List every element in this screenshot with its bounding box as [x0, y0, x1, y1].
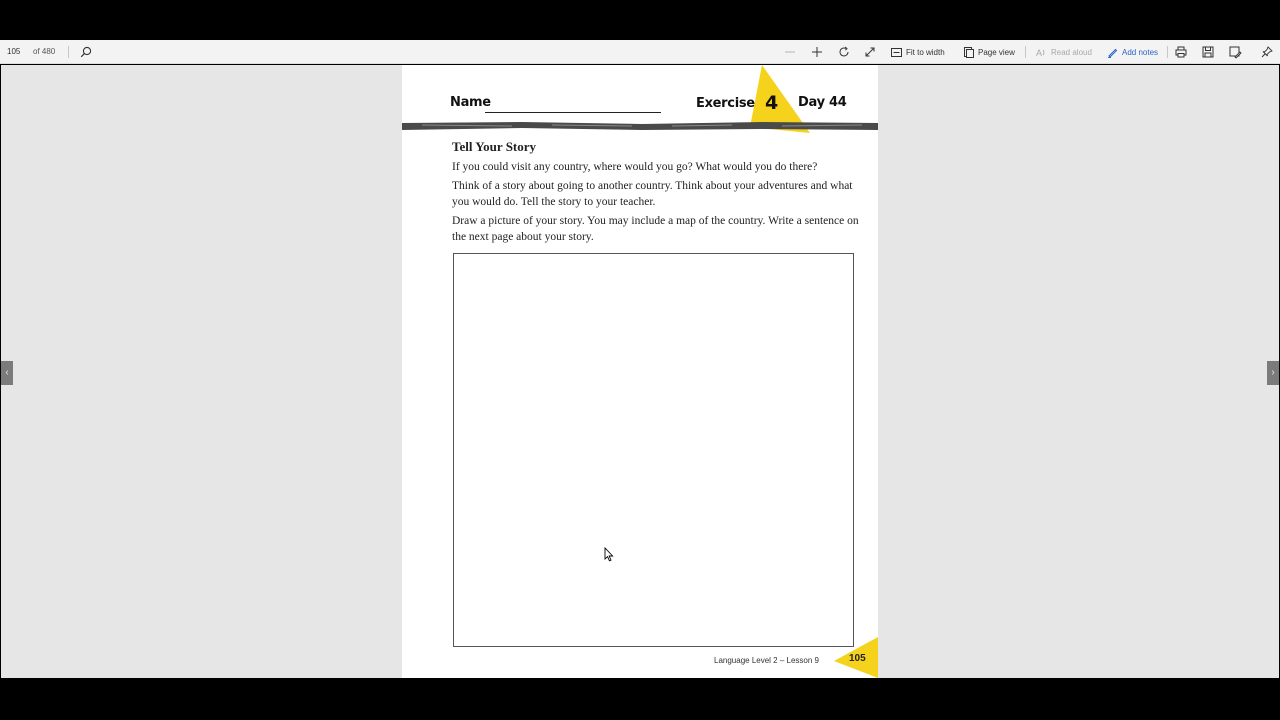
pdf-toolbar: [0, 40, 1280, 64]
add-notes-button[interactable]: [1107, 40, 1158, 64]
fit-to-width-button[interactable]: [891, 40, 945, 64]
read-aloud-label: Read aloud: [1051, 47, 1092, 57]
rotate-icon[interactable]: [837, 45, 851, 59]
drawing-area[interactable]: [453, 253, 854, 647]
pen-icon: [1107, 47, 1118, 58]
exercise-number: 4: [765, 92, 778, 114]
instruction-paragraph: Draw a picture of your story. You may include a map of the country. Write a sentence on the next page about your story.: [452, 215, 859, 243]
page-view-icon: [963, 47, 974, 58]
footer-lesson-text: Language Level 2 – Lesson 9: [714, 656, 819, 665]
instruction-paragraph: Think of a story about going to another country. Think about your adventures and what you would do. Tell the story to your teacher.: [452, 180, 853, 208]
save-icon[interactable]: [1201, 45, 1215, 59]
read-aloud-icon: [1036, 47, 1047, 58]
previous-page-arrow-icon[interactable]: ‹: [1, 361, 13, 385]
header-brush-stroke: [402, 121, 878, 131]
save-as-icon[interactable]: [1228, 45, 1242, 59]
day-label: Day 44: [798, 95, 847, 110]
printer-icon[interactable]: [1174, 45, 1188, 59]
toolbar-divider: [1025, 46, 1026, 58]
plus-icon[interactable]: [810, 45, 824, 59]
instruction-paragraph: If you could visit any country, where would you go? What would you do there?: [452, 161, 818, 173]
page-number-input[interactable]: 105: [7, 47, 21, 56]
name-label: Name: [450, 95, 491, 110]
add-notes-label: Add notes: [1122, 47, 1159, 57]
exercise-label: Exercise: [696, 96, 755, 111]
page-view-button[interactable]: [963, 40, 1015, 64]
toolbar-divider: [1167, 46, 1168, 58]
read-aloud-button[interactable]: [1036, 40, 1092, 64]
name-line: [485, 112, 661, 113]
pin-icon[interactable]: [1260, 45, 1274, 59]
svg-text:A: A: [1036, 47, 1043, 58]
search-icon[interactable]: [79, 45, 93, 59]
toolbar-divider: [68, 46, 69, 58]
document-viewer[interactable]: [1, 65, 1279, 678]
document-page: [402, 65, 878, 678]
exercise-title: Tell Your Story: [452, 139, 537, 154]
fit-to-width-label: Fit to width: [906, 47, 945, 57]
fit-width-icon: [891, 47, 902, 58]
footer-page-number: 105: [849, 653, 866, 664]
page-total: of 480: [33, 47, 56, 56]
expand-icon[interactable]: [863, 45, 877, 59]
next-page-arrow-icon[interactable]: ›: [1267, 361, 1279, 385]
mouse-cursor-icon: [604, 547, 614, 562]
minus-icon[interactable]: [783, 45, 797, 59]
page-view-label: Page view: [978, 47, 1015, 57]
